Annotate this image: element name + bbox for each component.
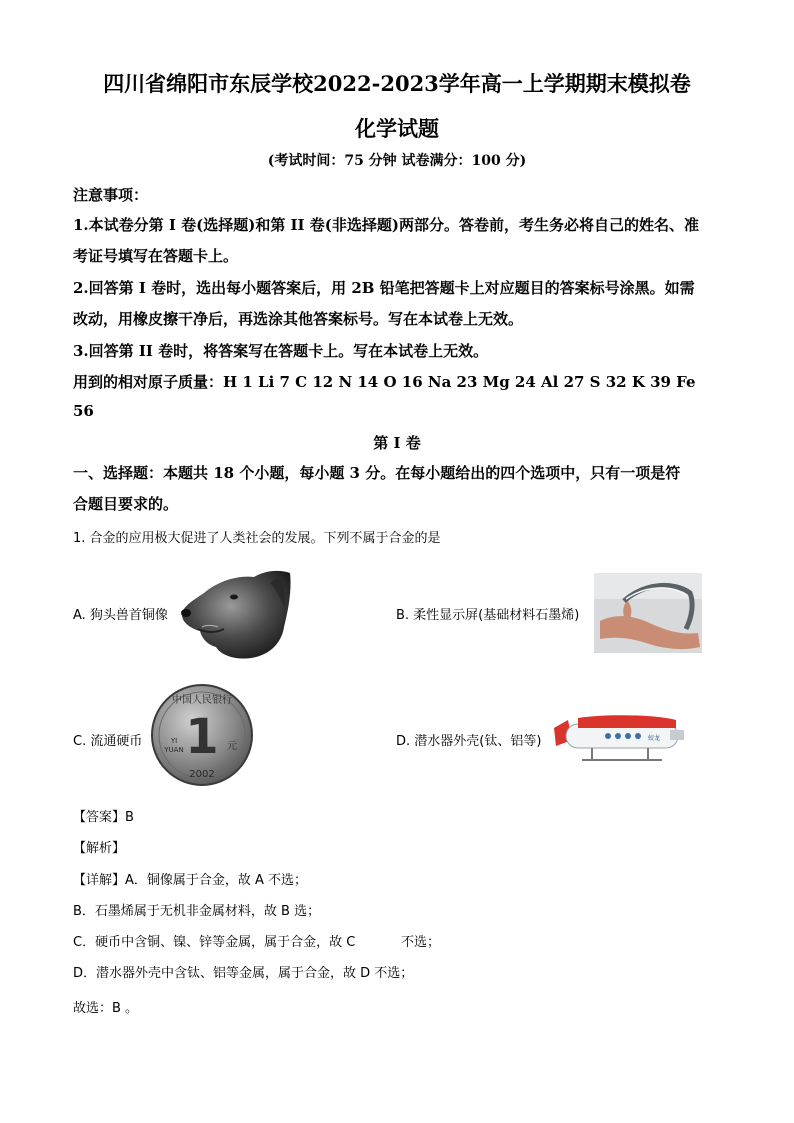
exam-info: (考试时间：75 分钟 试卷满分：100 分) bbox=[267, 153, 527, 169]
section-instruction-line-1: 一、选择题：本题共 18 个小题，每小题 3 分。在每小题给出的四个选项中，只有一项是符 bbox=[73, 464, 681, 482]
note-1-line-1: 1.本试卷分第 I 卷(选择题)和第 II 卷(非选择题)两部分。答卷前，考生务必将自己的姓名、准 bbox=[73, 216, 699, 234]
coin-pinyin-2: YUAN bbox=[164, 746, 184, 754]
notes-heading: 注意事项： bbox=[73, 186, 149, 204]
analysis-label: 【解析】 bbox=[73, 841, 126, 856]
exam-title: 四川省绵阳市东辰学校2022-2023学年高一上学期期末模拟卷 bbox=[103, 71, 691, 96]
detail-b: B．石墨烯属于无机非金属材料，故 B 选； bbox=[73, 904, 321, 919]
section-instruction-line-2: 合题目要求的。 bbox=[73, 495, 179, 513]
volume-heading: 第 I 卷 bbox=[373, 434, 421, 452]
atomic-mass-line-2: 56 bbox=[73, 402, 94, 420]
conclusion: 故选：B 。 bbox=[73, 1001, 139, 1016]
subject-title: 化学试题 bbox=[355, 116, 439, 141]
note-2-line-1: 2.回答第 I 卷时，选出每小题答案后，用 2B 铅笔把答题卡上对应题目的答案标号涂黑。如需 bbox=[73, 279, 695, 297]
option-b: B. 柔性显示屏(基础材料石墨烯) bbox=[396, 608, 580, 623]
detail-c-part-2: 不选； bbox=[401, 935, 441, 950]
coin-unit: 元 bbox=[227, 741, 237, 752]
note-3: 3.回答第 II 卷时，将答案写在答题卡上。写在本试卷上无效。 bbox=[73, 342, 489, 360]
option-d: D. 潜水器外壳(钛、铝等) bbox=[396, 734, 542, 749]
question-1-stem: 1. 合金的应用极大促进了人类社会的发展。下列不属于合金的是 bbox=[73, 531, 441, 546]
bronze-dog-head-image bbox=[178, 567, 294, 663]
note-1-line-2: 考证号填写在答题卡上。 bbox=[73, 247, 239, 265]
option-c: C. 流通硬币 bbox=[73, 734, 143, 749]
detail-a: 【详解】A．铜像属于合金，故 A 不选； bbox=[73, 873, 308, 888]
one-yuan-coin-image bbox=[150, 683, 254, 787]
option-a: A. 狗头兽首铜像 bbox=[73, 608, 168, 623]
detail-d: D．潜水器外壳中含钛、铝等金属，属于合金，故 D 不选； bbox=[73, 966, 414, 981]
atomic-mass-line-1: 用到的相对原子质量：H 1 Li 7 C 12 N 14 O 16 Na 23 Mg 24 Al 27 S 32 K 39 Fe bbox=[73, 373, 696, 391]
answer-label: 【答案】B bbox=[73, 810, 134, 825]
coin-pinyin-1: YI bbox=[170, 737, 178, 745]
note-2-line-2: 改动，用橡皮擦干净后，再选涂其他答案标号。写在本试卷上无效。 bbox=[73, 310, 524, 328]
submersible-label: 蛟龙 bbox=[647, 735, 661, 742]
coin-year: 2002 bbox=[189, 769, 215, 780]
coin-numeral: 1 bbox=[185, 709, 219, 765]
flexible-display-image bbox=[594, 573, 702, 653]
coin-top-text: 中国人民银行 bbox=[172, 695, 232, 706]
submersible-image bbox=[552, 710, 688, 766]
detail-c-part-1: C．硬币中含铜、镍、锌等金属，属于合金，故 C bbox=[73, 935, 356, 950]
